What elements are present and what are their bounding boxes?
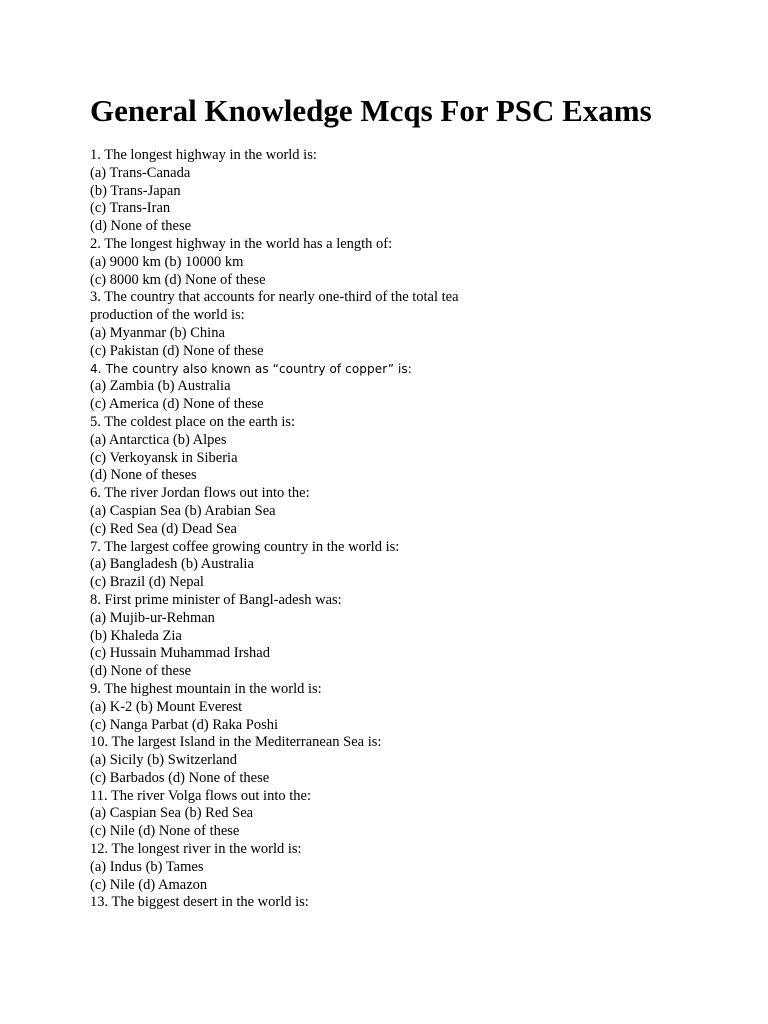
- question-line: 3. The country that accounts for nearly one-third of the total tea: [90, 289, 459, 306]
- question-line: 1. The longest highway in the world is:: [90, 147, 317, 163]
- question-line: 2. The longest highway in the world has a length of:: [90, 235, 393, 252]
- question-line: 7. The largest coffee growing country in the world is:: [90, 538, 400, 555]
- question-line: 13. The biggest desert in the world is:: [90, 894, 309, 911]
- option-line: (d) None of these: [90, 663, 192, 680]
- option-line: (b) Trans-Japan: [90, 182, 181, 199]
- option-line: (a) Zambia (b) Australia: [90, 378, 231, 395]
- option-line: (a) Caspian Sea (b) Arabian Sea: [90, 502, 276, 519]
- option-line: (b) Khaleda Zia: [90, 627, 182, 644]
- option-line: (c) Nile (d) None of these: [90, 823, 240, 840]
- option-line: (c) Red Sea (d) Dead Sea: [90, 520, 237, 537]
- option-line: (a) 9000 km (b) 10000 km: [90, 253, 244, 270]
- option-line: (c) Barbados (d) None of these: [90, 769, 270, 786]
- page-title: General Knowledge Mcqs For PSC Exams: [90, 93, 652, 128]
- option-line: (c) Verkoyansk in Siberia: [90, 449, 238, 466]
- option-line: (a) Trans-Canada: [90, 164, 191, 181]
- question-line: 8. First prime minister of Bangl-adesh was:: [90, 591, 342, 608]
- question-list: [90, 147, 730, 912]
- option-line: (a) Caspian Sea (b) Red Sea: [90, 805, 254, 822]
- option-line: (c) Nanga Parbat (d) Raka Poshi: [90, 716, 279, 733]
- option-line: (c) Pakistan (d) None of these: [90, 342, 264, 359]
- option-line: (a) Indus (b) Tames: [90, 858, 204, 875]
- option-line: (a) Sicily (b) Switzerland: [90, 752, 237, 769]
- option-line: (c) Nile (d) Amazon: [90, 876, 208, 893]
- option-line: (d) None of theses: [90, 467, 197, 484]
- option-line: (a) K-2 (b) Mount Everest: [90, 698, 243, 715]
- question-line: 10. The largest Island in the Mediterranean Sea is:: [90, 734, 382, 751]
- option-line: (c) Brazil (d) Nepal: [90, 574, 204, 591]
- option-line: (a) Bangladesh (b) Australia: [90, 556, 254, 573]
- option-line: (a) Antarctica (b) Alpes: [90, 431, 227, 448]
- option-line: (d) None of these: [90, 218, 192, 235]
- option-line: (c) America (d) None of these: [90, 396, 264, 413]
- question-line: 5. The coldest place on the earth is:: [90, 413, 296, 430]
- option-line: (c) 8000 km (d) None of these: [90, 271, 266, 288]
- question-line: production of the world is:: [90, 307, 245, 324]
- option-line: (a) Myanmar (b) China: [90, 324, 225, 341]
- option-line: (c) Hussain Muhammad Irshad: [90, 645, 270, 662]
- option-line: (a) Mujib-ur-Rehman: [90, 609, 215, 626]
- option-line: (c) Trans-Iran: [90, 200, 171, 217]
- question-line: 6. The river Jordan flows out into the:: [90, 485, 310, 502]
- question-line: 11. The river Volga flows out into the:: [90, 787, 311, 804]
- question-line: 9. The highest mountain in the world is:: [90, 680, 322, 697]
- question-line: 12. The longest river in the world is:: [90, 841, 302, 858]
- question-line: 4. The country also known as “country of copper” is:: [90, 361, 412, 376]
